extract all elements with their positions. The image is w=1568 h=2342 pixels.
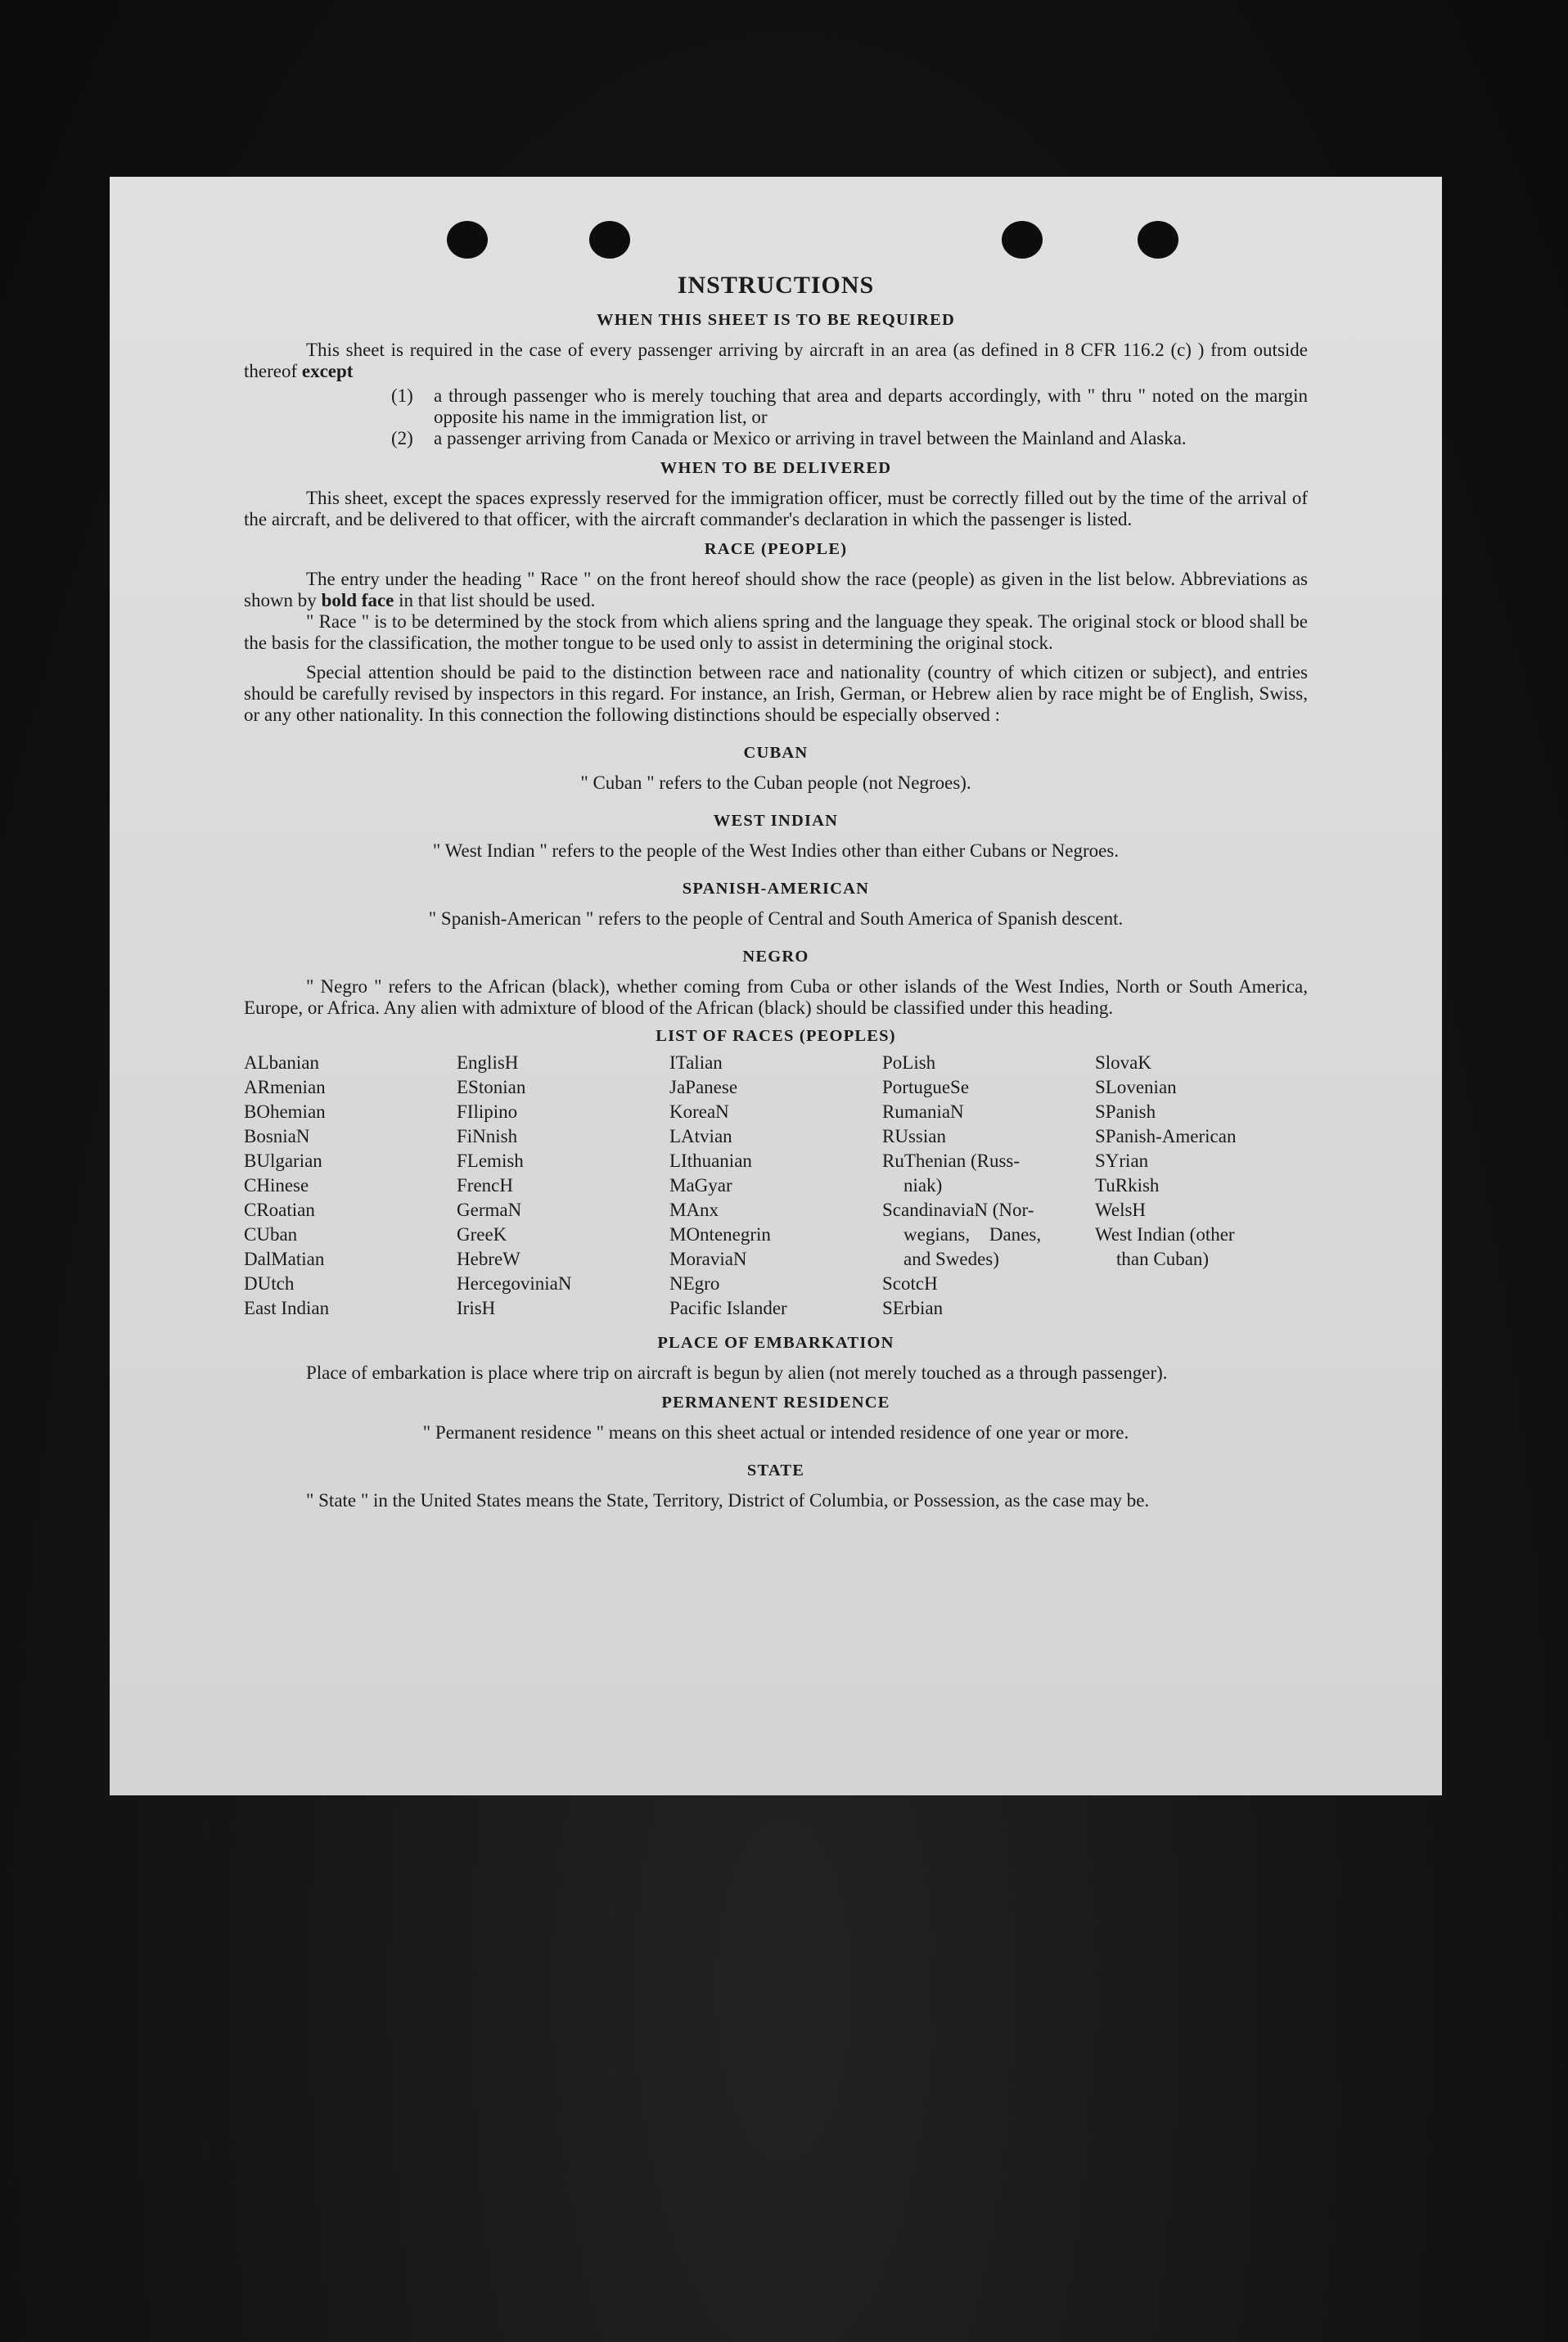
- race-entry: MOntenegrin: [669, 1224, 771, 1245]
- race-entry: SlovaK: [1095, 1052, 1151, 1073]
- races-column-1: [244, 1051, 457, 1321]
- heading-permanent-residence: PERMANENT RESIDENCE: [661, 1394, 890, 1412]
- race-entry: CUban: [244, 1224, 298, 1245]
- heading-embarkation: PLACE OF EMBARKATION: [657, 1334, 894, 1352]
- heading-spanish-american: SPANISH-AMERICAN: [682, 880, 870, 898]
- race-entry: BOhemian: [244, 1101, 326, 1122]
- document-sheet: [110, 177, 1442, 1795]
- punch-hole: [1002, 221, 1043, 259]
- race-entry: SPanish-American: [1095, 1126, 1237, 1146]
- embarkation-text: Place of embarkation is place where trip on aircraft is begun by alien (not merely touched as a through passenger).: [306, 1362, 1168, 1383]
- heading-state: STATE: [746, 1461, 805, 1480]
- heading-when-required: WHEN THIS SHEET IS TO BE REQUIRED: [597, 311, 955, 329]
- race-entry-continued: than Cuban): [1116, 1249, 1210, 1269]
- race-entry: Pacific Islander: [669, 1298, 787, 1318]
- race-entry: DalMatian: [244, 1249, 325, 1269]
- race-entry: JaPanese: [669, 1077, 738, 1097]
- races-column-5: [1095, 1051, 1308, 1321]
- race-entry: ITalian: [669, 1052, 723, 1073]
- race-entry: CRoatian: [244, 1200, 315, 1220]
- race-entry: SErbian: [882, 1298, 944, 1318]
- race-entry: ScandinaviaN (Nor-: [882, 1200, 1034, 1220]
- race-entry: ALbanian: [244, 1052, 319, 1073]
- race-entry: RumaniaN: [882, 1101, 964, 1122]
- race-entry: EStonian: [457, 1077, 526, 1097]
- race-entry: GermaN: [457, 1200, 522, 1220]
- race-entry: FiNnish: [457, 1126, 518, 1146]
- race-entry: KoreaN: [669, 1101, 729, 1122]
- races-column-2: [457, 1051, 669, 1321]
- races-column-3: [669, 1051, 882, 1321]
- race-entry: IrisH: [457, 1298, 496, 1318]
- race-entry: ARmenian: [244, 1077, 326, 1097]
- race-entry: CHinese: [244, 1175, 309, 1196]
- race-entry: PortugueSe: [882, 1077, 970, 1097]
- permanent-residence-text: " Permanent residence " means on this sheet actual or intended residence of one year or more.: [422, 1422, 1129, 1443]
- race-entry: EnglisH: [457, 1052, 519, 1073]
- race-paragraph-3: Special attention should be paid to the distinction between race and nationality (country of which citizen or subject), and entries should be carefully revised by inspectors in this regard. For instance, an Irish, German, or Hebrew alien by race might be of English, Swiss, or any other nationality. In this connection the following distinctions should be especially observed :: [244, 662, 1308, 725]
- races-column-4: [882, 1051, 1095, 1321]
- heading-when-delivered: WHEN TO BE DELIVERED: [660, 459, 892, 477]
- race-entry: West Indian (other: [1095, 1224, 1235, 1245]
- page-title: INSTRUCTIONS: [677, 272, 875, 299]
- exception-item-2: (2) a passenger arriving from Canada or Mexico or arriving in travel between the Mainland and Alaska.: [391, 428, 1187, 448]
- heading-race: RACE (PEOPLE): [704, 540, 848, 558]
- state-text: " State " in the United States means the State, Territory, District of Columbia, or Possession, as the case may be.: [306, 1490, 1150, 1511]
- west-indian-text: " West Indian " refers to the people of the West Indies other than either Cubans or Negroes.: [432, 840, 1120, 861]
- race-entry-continued: niak): [903, 1175, 943, 1196]
- race-entry: East Indian: [244, 1298, 330, 1318]
- race-entry: RuThenian (Russ-: [882, 1151, 1021, 1171]
- race-entry: NEgro: [669, 1273, 720, 1294]
- race-entry: HercegoviniaN: [457, 1273, 572, 1294]
- race-entry: BosniaN: [244, 1126, 310, 1146]
- exception-list: [244, 385, 1308, 449]
- race-entry: SLovenian: [1095, 1077, 1177, 1097]
- race-entry: MoraviaN: [669, 1249, 747, 1269]
- race-entry: GreeK: [457, 1224, 507, 1245]
- race-entry: MaGyar: [669, 1175, 732, 1196]
- race-entry: MAnx: [669, 1200, 719, 1220]
- races-table: [244, 1051, 1308, 1321]
- when-delivered-text: This sheet, except the spaces expressly reserved for the immigration officer, must be correctly filled out by the time of the arrival of the aircraft, and be delivered to that officer, with the aircraft commander's declaration in which the passenger is listed.: [244, 488, 1308, 529]
- race-entry: FrencH: [457, 1175, 513, 1196]
- heading-list-of-races: LIST OF RACES (PEOPLES): [656, 1027, 896, 1045]
- race-entry: SYrian: [1095, 1151, 1149, 1171]
- race-entry: SPanish: [1095, 1101, 1156, 1122]
- race-entry: RUssian: [882, 1126, 946, 1146]
- race-entry: HebreW: [457, 1249, 520, 1269]
- heading-negro: NEGRO: [742, 948, 809, 966]
- race-entry: DUtch: [244, 1273, 295, 1294]
- race-entry: BUlgarian: [244, 1151, 322, 1171]
- race-paragraph-1: The entry under the heading " Race " on the front hereof should show the race (people) as given in the list below. Abbreviations as shown by bold face in that list should be used.: [244, 569, 1308, 610]
- race-paragraph-2: " Race " is to be determined by the stock from which aliens spring and the language they speak. The original stock or blood shall be the basis for the classification, the mother tongue to be used only to assist in determining the original stock.: [244, 611, 1308, 653]
- negro-text: " Negro " refers to the African (black), whether coming from Cuba or other islands of the West Indies, North or South America, Europe, or Africa. Any alien with admixture of blood of the African (black) should be classified under this heading.: [244, 976, 1308, 1018]
- race-entry: LAtvian: [669, 1126, 732, 1146]
- punch-hole: [447, 221, 488, 259]
- cuban-text: " Cuban " refers to the Cuban people (not Negroes).: [580, 772, 971, 793]
- race-entry: FIlipino: [457, 1101, 518, 1122]
- race-entry: WelsH: [1095, 1200, 1147, 1220]
- race-entry: TuRkish: [1095, 1175, 1160, 1196]
- exception-item-1: (1) a through passenger who is merely touching that area and departs accordingly, with " thru " noted on the margin opposite his name in the immigration list, or: [391, 385, 1308, 427]
- race-entry-continued: and Swedes): [903, 1249, 999, 1269]
- race-entry: LIthuanian: [669, 1151, 752, 1171]
- race-entry: PoLish: [882, 1052, 936, 1073]
- punch-hole: [589, 221, 630, 259]
- punch-hole: [1138, 221, 1178, 259]
- heading-cuban: CUBAN: [743, 744, 809, 762]
- instructions-content: [244, 272, 1308, 1511]
- race-entry: FLemish: [457, 1151, 524, 1171]
- heading-west-indian: WEST INDIAN: [713, 812, 839, 830]
- when-required-intro: This sheet is required in the case of every passenger arriving by aircraft in an area (as defined in 8 CFR 116.2 (c) ) from outside thereof except: [244, 340, 1308, 381]
- spanish-american-text: " Spanish-American " refers to the people of Central and South America of Spanish descent.: [428, 908, 1124, 929]
- race-entry-continued: wegians, Danes,: [903, 1224, 1042, 1245]
- race-entry: ScotcH: [882, 1273, 938, 1294]
